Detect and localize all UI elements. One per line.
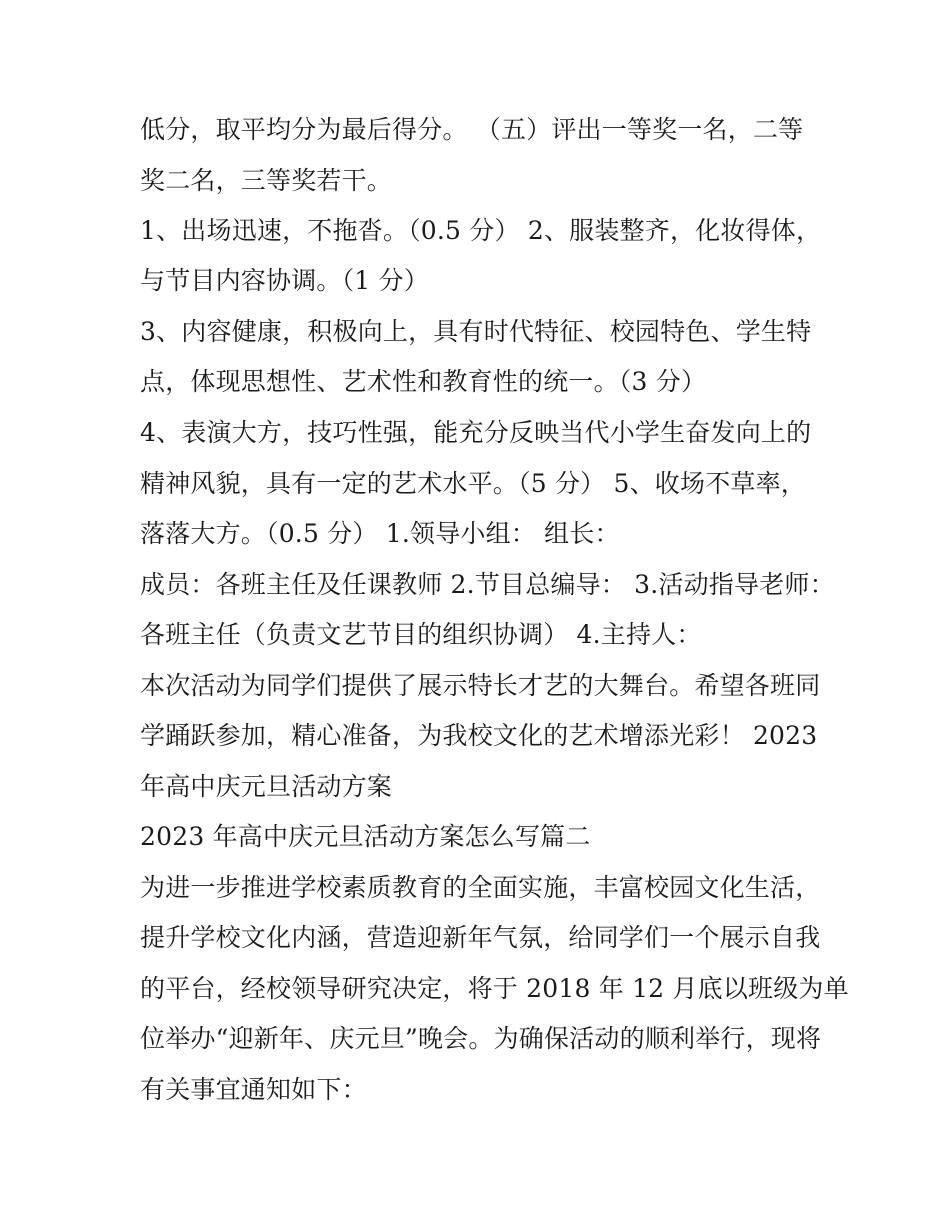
text-line: 有关事宜通知如下： (140, 1075, 367, 1104)
section-heading: 2023 年高中庆元旦活动方案怎么写篇二 (140, 822, 591, 851)
text-line: 4、表演大方，技巧性强，能充分反映当代小学生奋发向上的 (140, 418, 812, 447)
text-line: 3、内容健康，积极向上，具有时代特征、校园特色、学生特 (140, 317, 812, 346)
text-line: 与节目内容协调。（1 分） (140, 266, 429, 295)
text-line: 各班主任（负责文艺节目的组织协调） 4.主持人： (140, 620, 702, 649)
text-line: 学踊跃参加，精心准备，为我校文化的艺术增添光彩！ 2023 (140, 721, 818, 750)
text-line: 年高中庆元旦活动方案 (140, 772, 393, 801)
text-line: 精神风貌，具有一定的艺术水平。（5 分） 5、收场不草率， (140, 469, 807, 498)
text-line: 低分，取平均分为最后得分。 （五）评出一等奖一名，二等 (140, 115, 804, 144)
text-line: 提升学校文化内涵，营造迎新年气氛，给同学们一个展示自我 (140, 923, 821, 952)
text-line: 落落大方。（0.5 分） 1.领导小组： 组长： (140, 519, 620, 548)
text-line: 的平台，经校领导研究决定，将于 2018 年 12 月底以班级为单 (140, 974, 849, 1003)
text-line: 成员：各班主任及任课教师 2.节目总编导： 3.活动指导老师： (140, 570, 835, 599)
text-line: 奖二名，三等奖若干。 (140, 166, 393, 195)
text-line: 位举办“迎新年、庆元旦”晚会。为确保活动的顺利举行，现将 (140, 1024, 822, 1053)
text-line: 为进一步推进学校素质教育的全面实施，丰富校园文化生活， (140, 873, 821, 902)
text-line: 本次活动为同学们提供了展示特长才艺的大舞台。希望各班同 (140, 671, 821, 700)
text-line: 1、出场迅速，不拖沓。（0.5 分） 2、服装整齐，化妆得体， (140, 216, 822, 245)
text-line: 点，体现思想性、艺术性和教育性的统一。（3 分） (140, 367, 707, 396)
